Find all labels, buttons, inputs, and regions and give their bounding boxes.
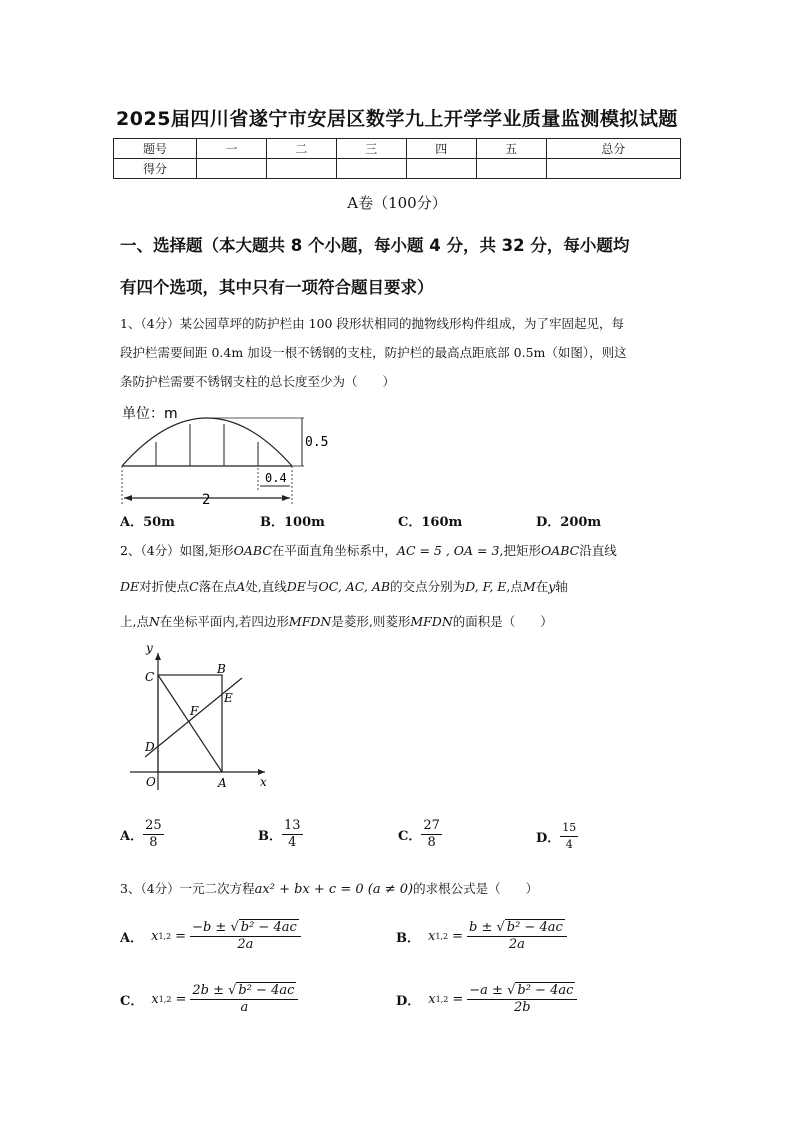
text: 2、（4分）如图,矩形 [120, 543, 234, 558]
text: 处,直线 [245, 579, 287, 594]
formula-subscript: 1,2 [158, 932, 172, 941]
q2-line1 [120, 536, 680, 566]
text: 对折使点 [139, 579, 190, 594]
q2-label-a: A [218, 776, 227, 790]
q1-line3: 条防护栏需要不锈钢支柱的总长度至少为（ ） [120, 374, 396, 389]
fraction-numerator: 25 [145, 818, 162, 833]
formula-subscript: 1,2 [435, 932, 449, 941]
option-text: 50m [143, 515, 175, 530]
radicand: b² − 4ac [240, 920, 297, 935]
math: A [236, 579, 246, 594]
math: OABC [540, 543, 580, 558]
formula-numerator: −a ± √ b² − 4ac [467, 983, 577, 1000]
fraction-numerator: 13 [284, 818, 301, 833]
text: 上,点 [120, 614, 149, 629]
text: 的面积是（ ） [452, 614, 553, 629]
score-cell[interactable] [476, 159, 546, 179]
option-formula: x 1,2 = $\frac{\text{2b ± √ b² − 4ac}}{a}$ [151, 983, 298, 1016]
score-header-cell: 总分 [546, 139, 680, 159]
score-table [113, 138, 681, 179]
option-text: 100m [284, 515, 325, 530]
fraction-numerator: 27 [423, 818, 440, 833]
q1-parabola [122, 418, 292, 466]
math: N [148, 614, 160, 629]
option-letter: B． [396, 931, 420, 946]
math: DE [120, 579, 140, 594]
numerator-prefix: b ± [468, 920, 497, 935]
q2-label-x: x [260, 775, 267, 789]
formula-numerator: b ± √ b² − 4ac [467, 920, 567, 937]
formula-numerator: 2b ± √ b² − 4ac [190, 983, 298, 1000]
score-cell[interactable] [266, 159, 336, 179]
formula-fraction [467, 983, 577, 1016]
math: OC, AC, AB [318, 579, 391, 594]
formula-fraction [190, 920, 301, 953]
text: 的求根公式是（ ） [413, 881, 539, 896]
section-heading-line1: 一、选择题（本大题共 8 个小题，每小题 4 分，共 32 分，每小题均 [120, 236, 630, 255]
fraction-denominator: 4 [288, 835, 297, 850]
score-row-label: 得分 [114, 159, 197, 179]
fraction-denominator: 8 [427, 835, 436, 850]
score-header-cell: 五 [476, 139, 546, 159]
numerator-prefix: −b ± [192, 920, 231, 935]
text: 落在点 [198, 579, 237, 594]
text: 在坐标平面内,若四边形 [159, 614, 289, 629]
formula-denominator: 2b [514, 1000, 531, 1015]
text: 在平面直角坐标系中， [271, 543, 397, 558]
text: ,把矩形 [499, 543, 541, 558]
text: ,点 [506, 579, 523, 594]
text: 在 [535, 579, 549, 594]
q2-label-d: D [145, 740, 155, 754]
option-fraction [282, 818, 303, 851]
q2-label-e: E [224, 691, 233, 705]
radicand: b² − 4ac [238, 983, 295, 998]
text: 与 [305, 579, 319, 594]
q2-option-c[interactable] [398, 818, 442, 851]
score-table-score-row [114, 159, 681, 179]
formula-fraction [190, 983, 298, 1016]
option-formula: x 1,2 = $\frac{\text{b ± √ b² − 4ac}}{2a}$ [428, 920, 567, 953]
option-letter: D． [536, 831, 561, 846]
score-header-cell: 四 [406, 139, 476, 159]
option-letter: B． [260, 515, 284, 530]
score-header-cell: 题号 [114, 139, 197, 159]
q2-label-f: F [190, 704, 199, 718]
q1-option-b[interactable] [260, 511, 325, 530]
score-header-cell: 二 [266, 139, 336, 159]
q3-stem [120, 874, 680, 905]
q1-arrow-right [282, 495, 290, 501]
math: OABC [233, 543, 272, 558]
option-fraction [560, 820, 578, 853]
q2-option-d[interactable] [536, 820, 578, 853]
q1-arrow-left [124, 495, 132, 501]
score-cell[interactable] [197, 159, 267, 179]
q1-line2: 段护栏需要间距 0.4m 加设一根不锈钢的支柱，防护栏的最高点距底部 0.5m（如图），则这 [120, 345, 627, 360]
option-formula: x 1,2 = $\frac{\text{−a ± √ b² − 4ac}}{2b}$ [428, 983, 577, 1016]
math: DE [286, 579, 306, 594]
formula-fraction [467, 920, 567, 953]
math: y [548, 579, 556, 594]
q1-option-c[interactable] [398, 511, 462, 530]
formula-subscript: 1,2 [158, 995, 172, 1004]
formula-denominator: 2a [508, 937, 525, 952]
option-letter: A． [120, 515, 144, 530]
q1-spacing-label: 0.4 [265, 471, 287, 485]
option-letter: C． [120, 994, 144, 1009]
option-fraction [421, 818, 442, 851]
q1-height-label: 0.5 [305, 435, 328, 450]
math: MFDN [288, 614, 332, 629]
formula-var: x [428, 929, 436, 944]
q2-line2 [120, 572, 680, 602]
text: 是菱形,则菱形 [331, 614, 411, 629]
q2-label-b: B [217, 662, 226, 676]
option-letter: A． [120, 829, 144, 844]
score-header-cell: 一 [197, 139, 267, 159]
math: M [522, 579, 536, 594]
option-letter: C． [398, 829, 422, 844]
option-text: 160m [421, 515, 463, 530]
q1-span-label: 2 [202, 492, 211, 508]
text: 沿直线 [579, 543, 617, 558]
equation: ax² + bx + c = 0 (a ≠ 0) [254, 882, 414, 897]
option-fraction [143, 818, 164, 851]
numerator-prefix: 2b ± [192, 983, 229, 998]
score-table-header-row [114, 139, 681, 159]
math: D, F, E [465, 579, 507, 594]
option-letter: D． [536, 515, 561, 530]
formula-var: x [428, 992, 436, 1007]
q2-label-c: C [145, 670, 155, 684]
q1-unit-label: 单位：m [122, 406, 178, 422]
math: AC = 5 , OA = 3 [396, 543, 500, 558]
option-letter: A． [120, 931, 144, 946]
radicand: b² − 4ac [506, 920, 563, 935]
q2-option-a[interactable] [120, 818, 164, 851]
text: 的交点分别为 [390, 579, 466, 594]
q1-line1: 1、（4分）某公园草坪的防护栏由 100 段形状相同的抛物线形构件组成，为了牢固起见，每 [120, 316, 624, 331]
q2-option-b[interactable] [258, 818, 303, 851]
section-heading-line2: 有四个选项，其中只有一项符合题目要求） [120, 278, 434, 297]
math: C [189, 579, 199, 594]
q2-rectangle-figure [125, 645, 275, 795]
q1-option-a[interactable] [120, 511, 175, 530]
score-cell[interactable] [406, 159, 476, 179]
option-letter: C． [398, 515, 422, 530]
option-text: 200m [560, 515, 602, 530]
score-header-cell: 三 [336, 139, 406, 159]
q2-diagonal-ac [158, 675, 222, 772]
formula-subscript: 1,2 [435, 995, 449, 1004]
numerator-prefix: −a ± [469, 983, 508, 998]
fraction-denominator: 8 [149, 835, 158, 850]
formula-var: x [151, 992, 159, 1007]
math: MFDN [410, 614, 453, 629]
formula-numerator: −b ± √ b² − 4ac [190, 920, 301, 937]
text: 3、（4分）一元二次方程 [120, 881, 255, 896]
q1-guardrail-figure [118, 400, 328, 508]
formula-denominator: a [240, 1000, 249, 1015]
q2-line3 [120, 607, 680, 637]
fraction-numerator: 15 [560, 820, 578, 837]
score-cell[interactable] [336, 159, 406, 179]
q3-option-c[interactable] [120, 983, 298, 1016]
q3-option-b[interactable] [396, 920, 567, 953]
q2-y-arrow [155, 653, 161, 660]
fraction-denominator: 4 [565, 838, 573, 851]
radicand: b² − 4ac [517, 983, 574, 998]
option-letter: D． [396, 994, 421, 1009]
q2-label-o: O [146, 775, 156, 789]
option-formula: x 1,2 = $\frac{\text{−b ± √ b² − 4ac}}{2a}$ [151, 920, 301, 953]
formula-var: x [151, 929, 159, 944]
page-title: 2025届四川省遂宁市安居区数学九上开学学业质量监测模拟试题 [116, 108, 678, 130]
formula-denominator: 2a [237, 937, 254, 952]
q2-label-y: y [146, 645, 153, 655]
q3-option-a[interactable] [120, 920, 301, 953]
q3-option-d[interactable] [396, 983, 577, 1016]
text: 轴 [555, 579, 568, 594]
score-cell[interactable] [546, 159, 680, 179]
paper-section-heading: A卷（100分） [347, 194, 447, 212]
q1-option-d[interactable] [536, 511, 601, 530]
option-letter: B． [258, 829, 282, 844]
